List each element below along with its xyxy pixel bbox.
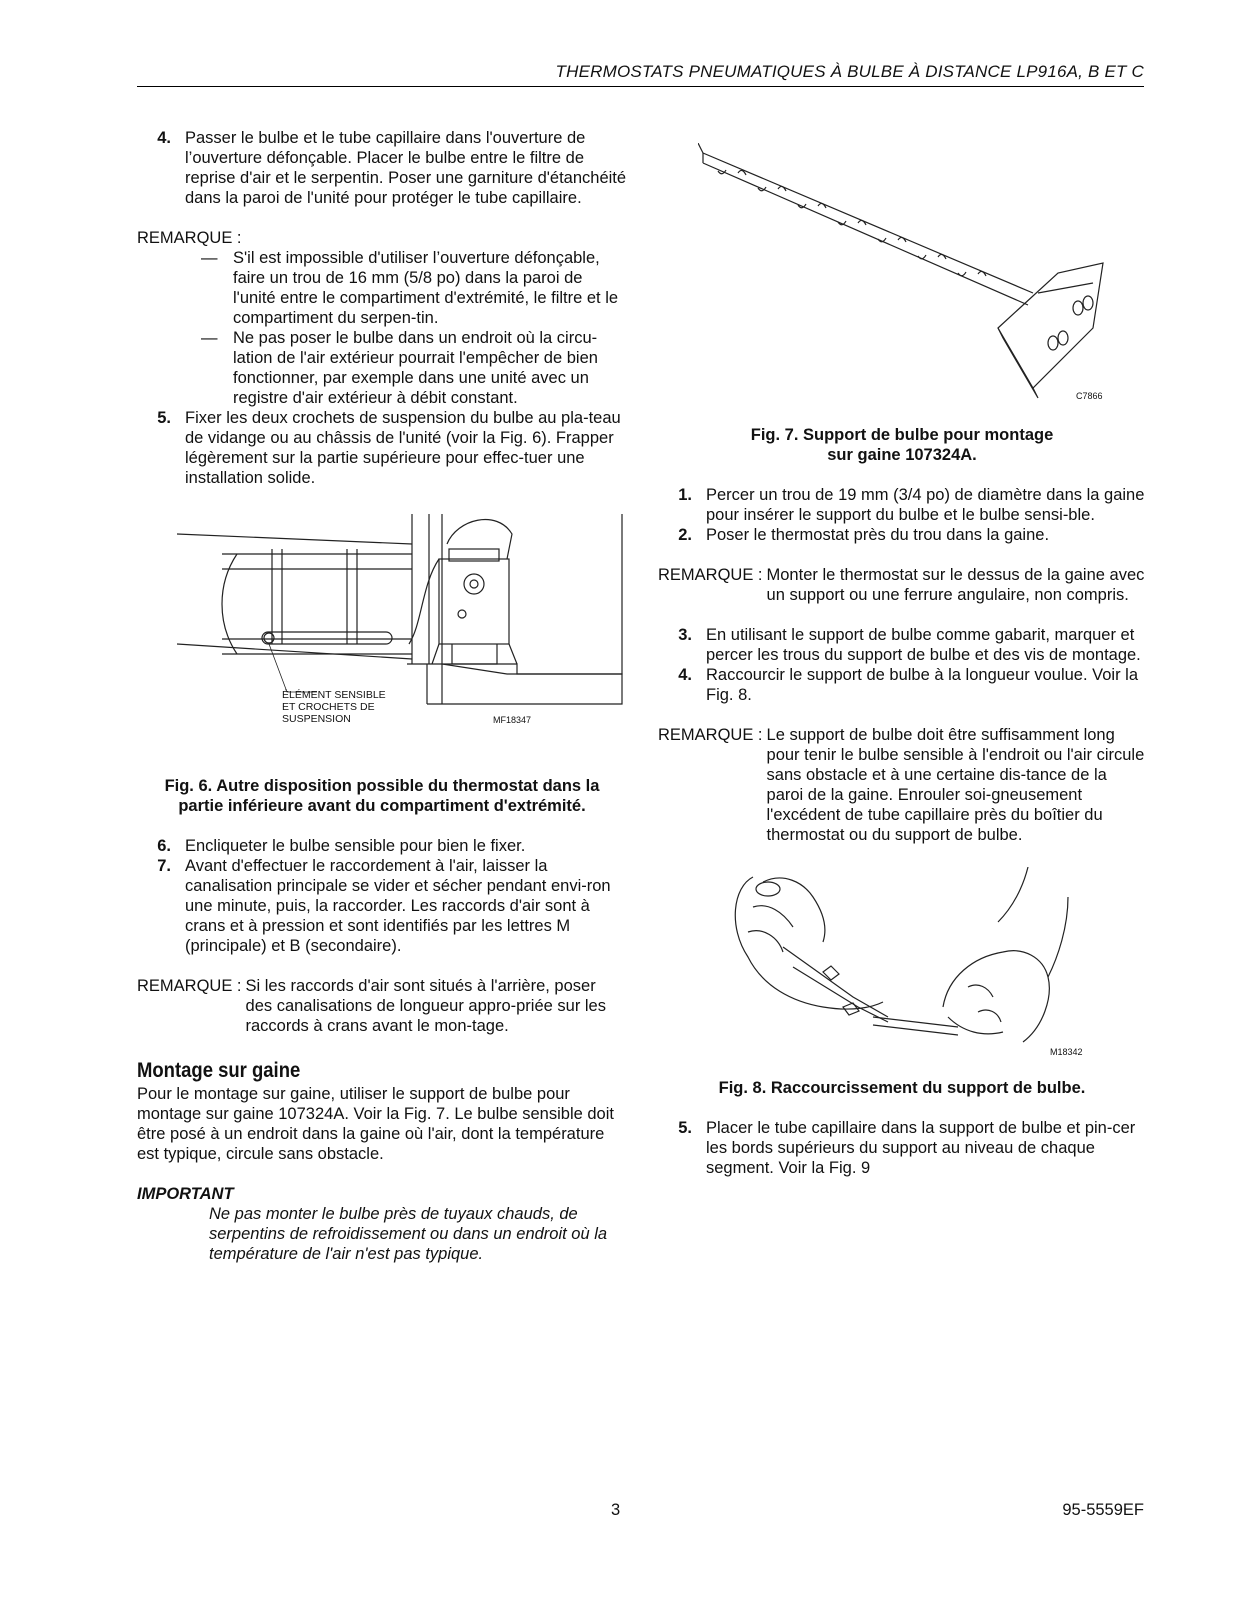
step-7 xyxy=(137,856,627,956)
page-number: 3 xyxy=(611,1501,621,1519)
document-number: 95-5559EF xyxy=(1062,1501,1144,1519)
step-4 xyxy=(137,128,627,208)
figure-8-caption: Fig. 8. Raccourcissement du support de bulbe. xyxy=(718,1079,1086,1097)
step-text: Fixer les deux crochets de suspension du bulbe au pla-teau de vidange ou au châssis de l'unité (voir la Fig. 6). Frapper légèrement sur la partie supérieure pour effec-tuer une installation solide. xyxy=(185,409,621,487)
note-item-text: Ne pas poser le bulbe dans un endroit où la circu-lation de l'air extérieur pourrait l'empêcher de bien fonctionner, par exemple dans une unité avec un registre d'air extérieur à débit constant. xyxy=(233,329,598,407)
caption-line: sur gaine 107324A. xyxy=(827,446,977,464)
running-header: THERMOSTATS PNEUMATIQUES À BULBE À DISTANCE LP916A, B ET C xyxy=(555,62,1144,81)
remark-text: Le support de bulbe doit être suffisamment long pour tenir le bulbe sensible à l'endroit ou l'air circule sans obstacle et à une certaine dis-tance de la paroi de la gaine. Enrouler soi-gneusement l'excédent de tube capillaire près du boîtier du thermostat ou du support de bulbe. xyxy=(766,726,1145,844)
important-title: IMPORTANT xyxy=(137,1185,234,1203)
figure-7-caption xyxy=(658,425,1146,465)
header-rule xyxy=(137,86,1144,87)
callout-line: ÉLÉMENT SENSIBLE xyxy=(282,689,386,701)
right-column xyxy=(658,128,1146,1178)
step-number: 6. xyxy=(157,837,171,855)
note-item-text: S'il est impossible d'utiliser l’ouverture défonçable, faire un trou de 16 mm (5/8 po) dans la paroi de l'unité entre le compartiment d'extrémité, le filtre et le compartiment du serpen-tin. xyxy=(233,249,619,327)
step-text: Avant d'effectuer le raccordement à l'air, laisser la canalisation principale se vider et sécher pendant envi-ron une minute, puis, la raccorder. Les raccords d'air sont à crans et à pression et sont identifiés par les lettres M (principale) et B (secondaire). xyxy=(185,857,611,955)
step-text: Passer le bulbe et le tube capillaire dans l'ouverture de l’ouverture défonçable. Placer le bulbe entre le filtre de reprise d'air et le serpentin. Poser une garniture d'étanchéité dans la paroi de l'unité pour protéger le tube capillaire. xyxy=(185,129,627,207)
step-number: 7. xyxy=(157,857,171,875)
remark-text: Si les raccords d'air sont situés à l'arrière, poser des canalisations de longueur appro-priée sur les raccords à crans avant le mon-tage. xyxy=(245,977,606,1035)
important-text: Ne pas monter le bulbe près de tuyaux chauds, de serpentins de refroidissement ou dans un endroit où la température de l'air n'est pas typique. xyxy=(209,1205,608,1263)
step-3 xyxy=(658,625,1146,665)
step-number: 4. xyxy=(678,666,692,684)
step-number: 4. xyxy=(157,129,171,147)
section-title: Montage sur gaine xyxy=(137,1059,301,1082)
step-4 xyxy=(658,665,1146,705)
step-text: En utilisant le support de bulbe comme gabarit, marquer et percer les trous du support de bulbe et des vis de montage. xyxy=(706,626,1141,664)
left-column xyxy=(137,128,627,1264)
step-text: Raccourcir le support de bulbe à la longueur voulue. Voir la Fig. 8. xyxy=(706,666,1139,704)
figure-6 xyxy=(137,514,627,754)
remark-text: Monter le thermostat sur le dessus de la gaine avec un support ou une ferrure angulaire, non compris. xyxy=(766,566,1145,604)
step-number: 5. xyxy=(678,1119,692,1137)
remark-label: REMARQUE : xyxy=(658,566,763,584)
step-text: Poser le thermostat près du trou dans la gaine. xyxy=(706,526,1050,544)
note-label: REMARQUE : xyxy=(137,229,242,247)
remark-label: REMARQUE : xyxy=(658,726,763,744)
figure-8 xyxy=(658,867,1146,1072)
step-text: Placer le tube capillaire dans la support de bulbe et pin-cer les bords supérieurs du support au niveau de chaque segment. Voir la Fig. 9 xyxy=(706,1119,1136,1177)
step-number: 1. xyxy=(678,486,692,504)
figure-8-illustration xyxy=(723,867,1093,1067)
callout-line: ET CROCHETS DE xyxy=(282,701,375,713)
step-6 xyxy=(137,836,627,856)
remark-block xyxy=(658,725,1146,845)
figure-7-illustration xyxy=(698,143,1118,413)
dash-marker: — xyxy=(201,249,218,267)
figure-7-code: C7866 xyxy=(1076,391,1103,401)
remark-label: REMARQUE : xyxy=(137,977,242,995)
step-5 xyxy=(658,1118,1146,1178)
step-1 xyxy=(658,485,1146,525)
callout-line: SUSPENSION xyxy=(282,713,351,725)
dash-marker: — xyxy=(201,329,218,347)
step-5 xyxy=(137,408,627,488)
step-text: Encliqueter le bulbe sensible pour bien le fixer. xyxy=(185,837,526,855)
caption-line: Fig. 7. Support de bulbe pour montage xyxy=(750,426,1054,444)
note-item xyxy=(137,248,627,328)
step-text: Percer un trou de 19 mm (3/4 po) de diamètre dans la gaine pour insérer le support du bulbe et le bulbe sensi-ble. xyxy=(706,486,1145,524)
figure-6-caption: Fig. 6. Autre disposition possible du thermostat dans la partie inférieure avant du compartiment d'extrémité. xyxy=(164,777,600,815)
remark-block xyxy=(658,565,1146,605)
step-number: 5. xyxy=(157,409,171,427)
figure-6-callout xyxy=(282,689,386,725)
remark-block xyxy=(137,976,627,1036)
figure-8-code: M18342 xyxy=(1050,1047,1083,1057)
figure-6-illustration xyxy=(177,514,627,734)
note-item xyxy=(137,328,627,408)
step-2 xyxy=(658,525,1146,545)
step-number: 2. xyxy=(678,526,692,544)
section-paragraph: Pour le montage sur gaine, utiliser le support de bulbe pour montage sur gaine 107324A. Voir la Fig. 7. Le bulbe sensible doit être posé à un endroit dans la gaine où l'air, dont la température est typique, circule sans obstacle. xyxy=(137,1085,614,1163)
step-number: 3. xyxy=(678,626,692,644)
figure-7 xyxy=(658,128,1146,413)
figure-6-code: MF18347 xyxy=(493,715,532,725)
